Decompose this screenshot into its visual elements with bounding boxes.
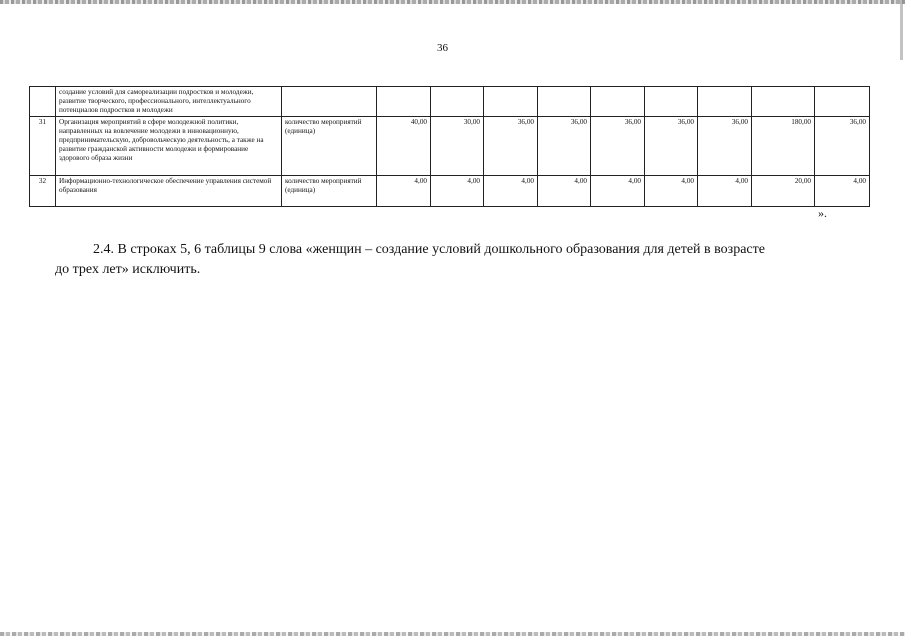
scan-edge-top bbox=[0, 0, 905, 4]
amendment-paragraph bbox=[55, 240, 840, 280]
row-value bbox=[591, 87, 645, 117]
row-value: 36,00 bbox=[645, 117, 698, 176]
closing-quote-mark: ». bbox=[818, 206, 827, 220]
row-value bbox=[377, 87, 431, 117]
row-unit bbox=[282, 87, 377, 117]
row-value: 180,00 bbox=[752, 117, 815, 176]
row-value bbox=[484, 87, 538, 117]
row-value: 36,00 bbox=[815, 117, 870, 176]
row-value: 36,00 bbox=[538, 117, 591, 176]
row-description: Информационно-технологическое обеспечение управления системой образования bbox=[56, 176, 282, 207]
amendment-paragraph-line-1: 2.4. В строках 5, 6 таблицы 9 слова «женщин – создание условий дошкольного образования для детей в возрасте bbox=[93, 242, 765, 257]
table-body bbox=[30, 87, 870, 207]
row-value: 36,00 bbox=[591, 117, 645, 176]
amendment-paragraph-line-2: до трех лет» исключить. bbox=[55, 262, 201, 277]
row-description: Организация мероприятий в сфере молодежной политики, направленных на вовлечение молодежи в инновационную, предпринимательскую, добровольческую деятельность, а также на развитие гражданской активности молодежи и формирование здорового образа жизни bbox=[56, 117, 282, 176]
row-number bbox=[30, 87, 56, 117]
row-value: 4,00 bbox=[591, 176, 645, 207]
scan-edge-bottom bbox=[0, 632, 905, 636]
row-value: 4,00 bbox=[645, 176, 698, 207]
scan-edge-right bbox=[900, 0, 903, 60]
row-value: 4,00 bbox=[431, 176, 484, 207]
row-value bbox=[815, 87, 870, 117]
row-value: 4,00 bbox=[698, 176, 752, 207]
row-value: 4,00 bbox=[538, 176, 591, 207]
row-value bbox=[752, 87, 815, 117]
row-value bbox=[645, 87, 698, 117]
table-row bbox=[30, 117, 870, 176]
row-number: 31 bbox=[30, 117, 56, 176]
row-unit: количество мероприятий (единица) bbox=[282, 176, 377, 207]
table-row bbox=[30, 176, 870, 207]
row-value: 36,00 bbox=[698, 117, 752, 176]
table-row bbox=[30, 87, 870, 117]
page-number: 36 bbox=[437, 42, 448, 54]
row-value: 4,00 bbox=[815, 176, 870, 207]
row-value: 4,00 bbox=[377, 176, 431, 207]
row-value bbox=[698, 87, 752, 117]
row-number: 32 bbox=[30, 176, 56, 207]
row-value bbox=[431, 87, 484, 117]
row-value bbox=[538, 87, 591, 117]
row-value: 30,00 bbox=[431, 117, 484, 176]
row-value: 20,00 bbox=[752, 176, 815, 207]
row-value: 4,00 bbox=[484, 176, 538, 207]
row-description: создание условий для самореализации подростков и молодежи, развитие творческого, профессионального, интеллектуального потенциалов подростков и молодежи bbox=[56, 87, 282, 117]
row-value: 40,00 bbox=[377, 117, 431, 176]
program-indicators-table bbox=[29, 86, 870, 207]
row-unit: количество мероприятий (единица) bbox=[282, 117, 377, 176]
row-value: 36,00 bbox=[484, 117, 538, 176]
